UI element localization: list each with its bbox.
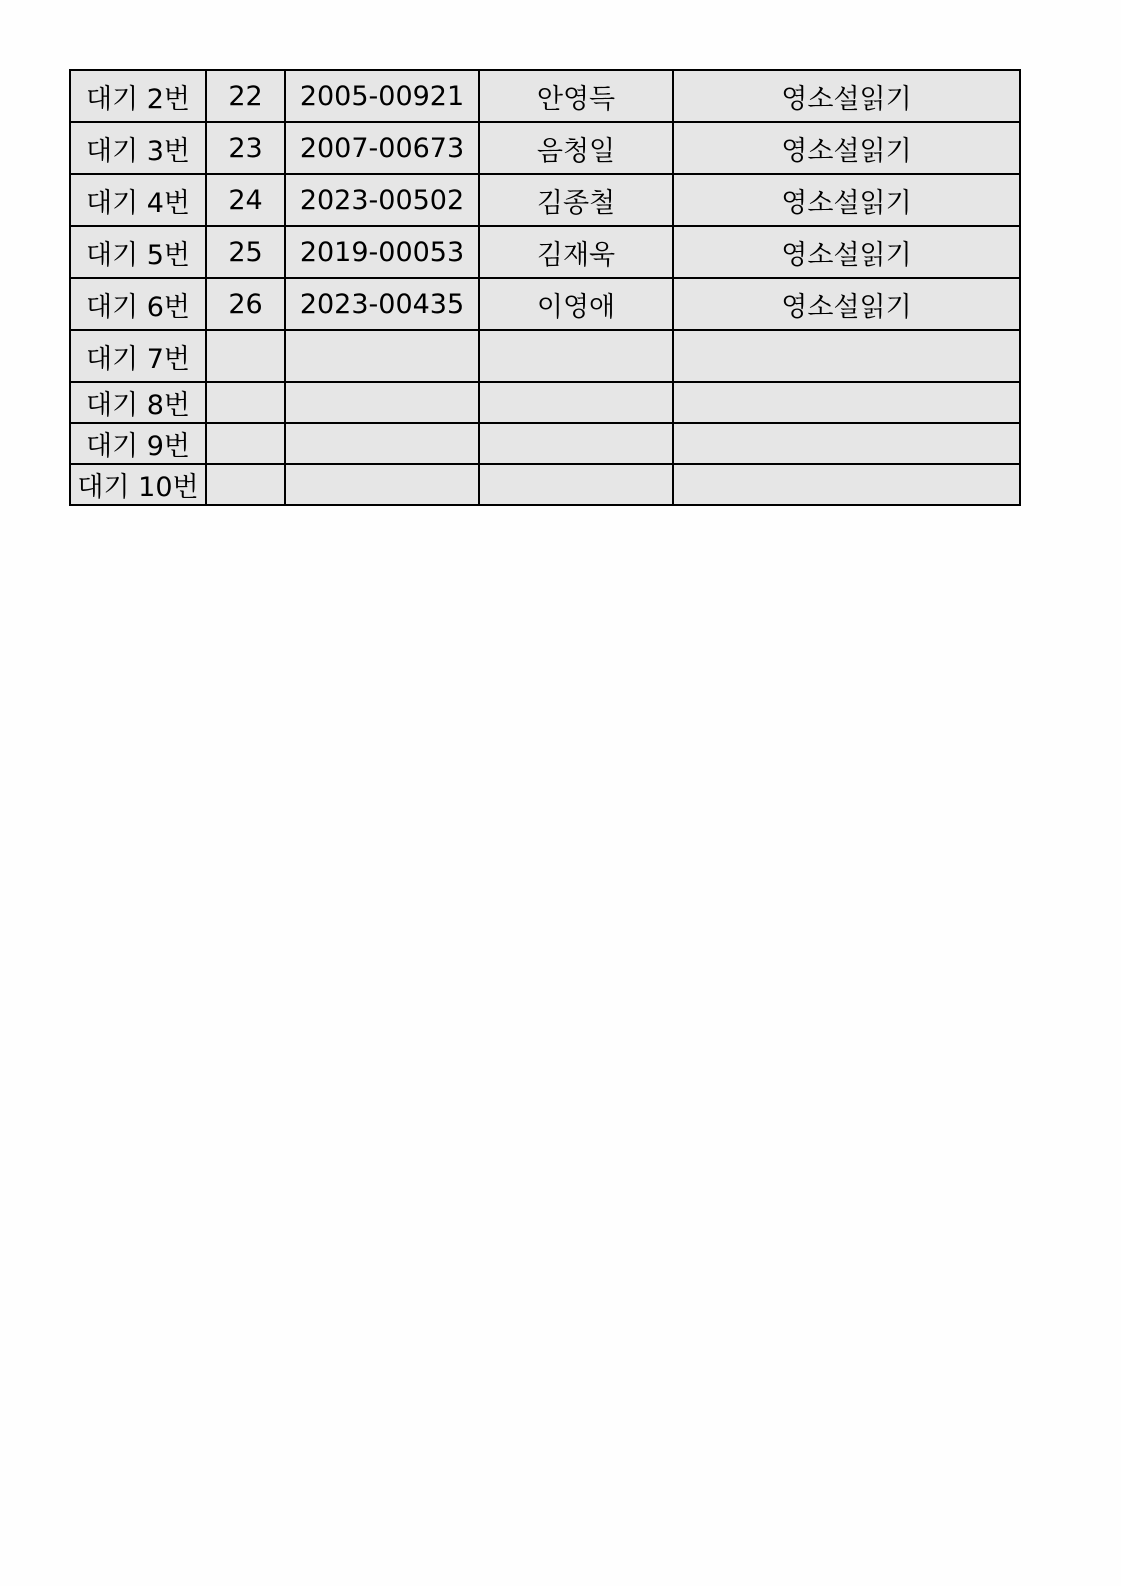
- student-id-cell: 2005-00921: [285, 70, 479, 122]
- student-id-cell: [285, 382, 479, 423]
- name-cell: 김재욱: [479, 226, 673, 278]
- number-cell: [206, 423, 285, 464]
- number-cell: [206, 382, 285, 423]
- name-cell: [479, 423, 673, 464]
- wait-label-cell: 대기 10번: [70, 464, 206, 505]
- student-id-cell: 2019-00053: [285, 226, 479, 278]
- wait-label-cell: 대기 4번: [70, 174, 206, 226]
- number-cell: 22: [206, 70, 285, 122]
- task-cell: 영소설읽기: [673, 122, 1020, 174]
- wait-label-cell: 대기 7번: [70, 330, 206, 382]
- name-cell: [479, 330, 673, 382]
- number-cell: 24: [206, 174, 285, 226]
- task-cell: [673, 382, 1020, 423]
- wait-label-cell: 대기 8번: [70, 382, 206, 423]
- table-row: [70, 464, 1020, 505]
- student-id-cell: 2007-00673: [285, 122, 479, 174]
- name-cell: 음청일: [479, 122, 673, 174]
- table-row: [70, 226, 1020, 278]
- student-id-cell: [285, 330, 479, 382]
- table-row: [70, 330, 1020, 382]
- task-cell: 영소설읽기: [673, 226, 1020, 278]
- name-cell: 이영애: [479, 278, 673, 330]
- wait-label-cell: 대기 6번: [70, 278, 206, 330]
- table-row: [70, 70, 1020, 122]
- name-cell: 김종철: [479, 174, 673, 226]
- table-row: [70, 278, 1020, 330]
- wait-label-cell: 대기 5번: [70, 226, 206, 278]
- name-cell: [479, 464, 673, 505]
- waitlist-table: [69, 69, 1021, 506]
- wait-label-cell: 대기 9번: [70, 423, 206, 464]
- number-cell: [206, 330, 285, 382]
- number-cell: [206, 464, 285, 505]
- task-cell: 영소설읽기: [673, 278, 1020, 330]
- table-row: [70, 423, 1020, 464]
- task-cell: 영소설읽기: [673, 70, 1020, 122]
- student-id-cell: 2023-00502: [285, 174, 479, 226]
- number-cell: 23: [206, 122, 285, 174]
- task-cell: [673, 423, 1020, 464]
- student-id-cell: [285, 464, 479, 505]
- wait-label-cell: 대기 3번: [70, 122, 206, 174]
- wait-label-cell: 대기 2번: [70, 70, 206, 122]
- name-cell: 안영득: [479, 70, 673, 122]
- table-row: [70, 174, 1020, 226]
- task-cell: [673, 330, 1020, 382]
- number-cell: 25: [206, 226, 285, 278]
- table-row: [70, 382, 1020, 423]
- number-cell: 26: [206, 278, 285, 330]
- task-cell: 영소설읽기: [673, 174, 1020, 226]
- table-row: [70, 122, 1020, 174]
- task-cell: [673, 464, 1020, 505]
- name-cell: [479, 382, 673, 423]
- student-id-cell: 2023-00435: [285, 278, 479, 330]
- student-id-cell: [285, 423, 479, 464]
